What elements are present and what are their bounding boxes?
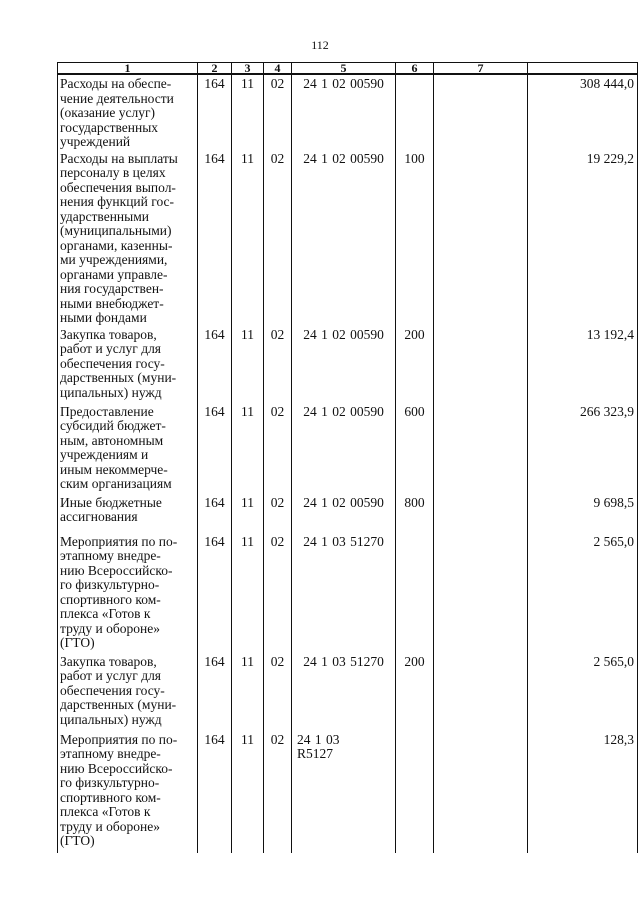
cell-csr: 24 1 03 51270 <box>292 533 396 653</box>
cell-rz: 11 <box>232 150 264 326</box>
col-header-7: 7 <box>434 63 528 75</box>
cell-amount: 266 323,9 <box>528 403 638 494</box>
col-header-1: 1 <box>58 63 198 75</box>
cell-vr <box>396 533 434 653</box>
cell-csr: 24 1 02 00590 <box>292 494 396 533</box>
cell-col7 <box>434 403 528 494</box>
cell-csr: 24 1 03 51270 <box>292 653 396 731</box>
cell-pr: 02 <box>264 731 292 853</box>
cell-rz: 11 <box>232 403 264 494</box>
col-header-3: 3 <box>232 63 264 75</box>
cell-gr: 164 <box>198 150 232 326</box>
cell-vr <box>396 74 434 150</box>
col-header-2: 2 <box>198 63 232 75</box>
table-row <box>58 326 638 403</box>
row-name: Предоставление субсидий бюджет- ным, автономным учреждениям и иным некоммерче- ским организациям <box>58 403 198 494</box>
cell-col7 <box>434 326 528 403</box>
row-name: Мероприятия по по- этапному внедре- нию Всероссийско- го физкультурно- спортивного ком- плекса «Готов к труду и обороне» (ГТО) <box>58 533 198 653</box>
cell-csr: 24 1 02 00590 <box>292 403 396 494</box>
header-row <box>58 63 638 75</box>
cell-gr: 164 <box>198 403 232 494</box>
col-header-6: 6 <box>396 63 434 75</box>
cell-vr: 200 <box>396 326 434 403</box>
cell-pr: 02 <box>264 74 292 150</box>
cell-gr: 164 <box>198 653 232 731</box>
cell-pr: 02 <box>264 494 292 533</box>
cell-rz: 11 <box>232 731 264 853</box>
cell-pr: 02 <box>264 533 292 653</box>
cell-gr: 164 <box>198 326 232 403</box>
col-header-5: 5 <box>292 63 396 75</box>
cell-rz: 11 <box>232 533 264 653</box>
cell-amount: 2 565,0 <box>528 533 638 653</box>
cell-col7 <box>434 533 528 653</box>
cell-pr: 02 <box>264 150 292 326</box>
cell-vr: 800 <box>396 494 434 533</box>
cell-col7 <box>434 494 528 533</box>
cell-vr <box>396 731 434 853</box>
cell-amount: 308 444,0 <box>528 74 638 150</box>
cell-gr: 164 <box>198 494 232 533</box>
cell-amount: 2 565,0 <box>528 653 638 731</box>
table-row <box>58 403 638 494</box>
cell-amount: 128,3 <box>528 731 638 853</box>
cell-rz: 11 <box>232 326 264 403</box>
table-row <box>58 74 638 150</box>
table-row <box>58 653 638 731</box>
row-name: Мероприятия по по- этапному внедре- нию Всероссийско- го физкультурно- спортивного ком- плекса «Готов к труду и обороне» (ГТО) <box>58 731 198 853</box>
row-name: Закупка товаров, работ и услуг для обеспечения госу- дарственных (муни- ципальных) нужд <box>58 653 198 731</box>
table-row <box>58 150 638 326</box>
budget-table <box>57 62 638 853</box>
cell-gr: 164 <box>198 731 232 853</box>
cell-csr: 24 1 02 00590 <box>292 326 396 403</box>
cell-csr: 24 1 02 00590 <box>292 74 396 150</box>
cell-rz: 11 <box>232 494 264 533</box>
table-row <box>58 533 638 653</box>
cell-csr: 24 1 02 00590 <box>292 150 396 326</box>
cell-pr: 02 <box>264 653 292 731</box>
table-row <box>58 494 638 533</box>
cell-pr: 02 <box>264 403 292 494</box>
cell-vr: 100 <box>396 150 434 326</box>
cell-rz: 11 <box>232 653 264 731</box>
cell-amount: 13 192,4 <box>528 326 638 403</box>
cell-col7 <box>434 731 528 853</box>
cell-gr: 164 <box>198 533 232 653</box>
row-name: Иные бюджетные ассигнования <box>58 494 198 533</box>
cell-amount: 9 698,5 <box>528 494 638 533</box>
cell-vr: 200 <box>396 653 434 731</box>
table-row <box>58 731 638 853</box>
cell-gr: 164 <box>198 74 232 150</box>
cell-vr: 600 <box>396 403 434 494</box>
cell-csr: 24 1 03 R5127 <box>292 731 396 853</box>
cell-rz: 11 <box>232 74 264 150</box>
cell-pr: 02 <box>264 326 292 403</box>
cell-amount: 19 229,2 <box>528 150 638 326</box>
cell-col7 <box>434 653 528 731</box>
cell-col7 <box>434 74 528 150</box>
cell-col7 <box>434 150 528 326</box>
row-name: Закупка товаров, работ и услуг для обеспечения госу- дарственных (муни- ципальных) нужд <box>58 326 198 403</box>
row-name: Расходы на выплаты персоналу в целях обеспечения выпол- нения функций гос- ударственными (муниципальными) органами, казенны- ми учреждениями, органами управле- ния государствен- ными внебюджет- ными фондами <box>58 150 198 326</box>
page-number: 112 <box>311 38 329 52</box>
col-header-8 <box>528 63 638 75</box>
col-header-4: 4 <box>264 63 292 75</box>
row-name: Расходы на обеспе- чение деятельности (оказание услуг) государственных учреждений <box>58 74 198 150</box>
